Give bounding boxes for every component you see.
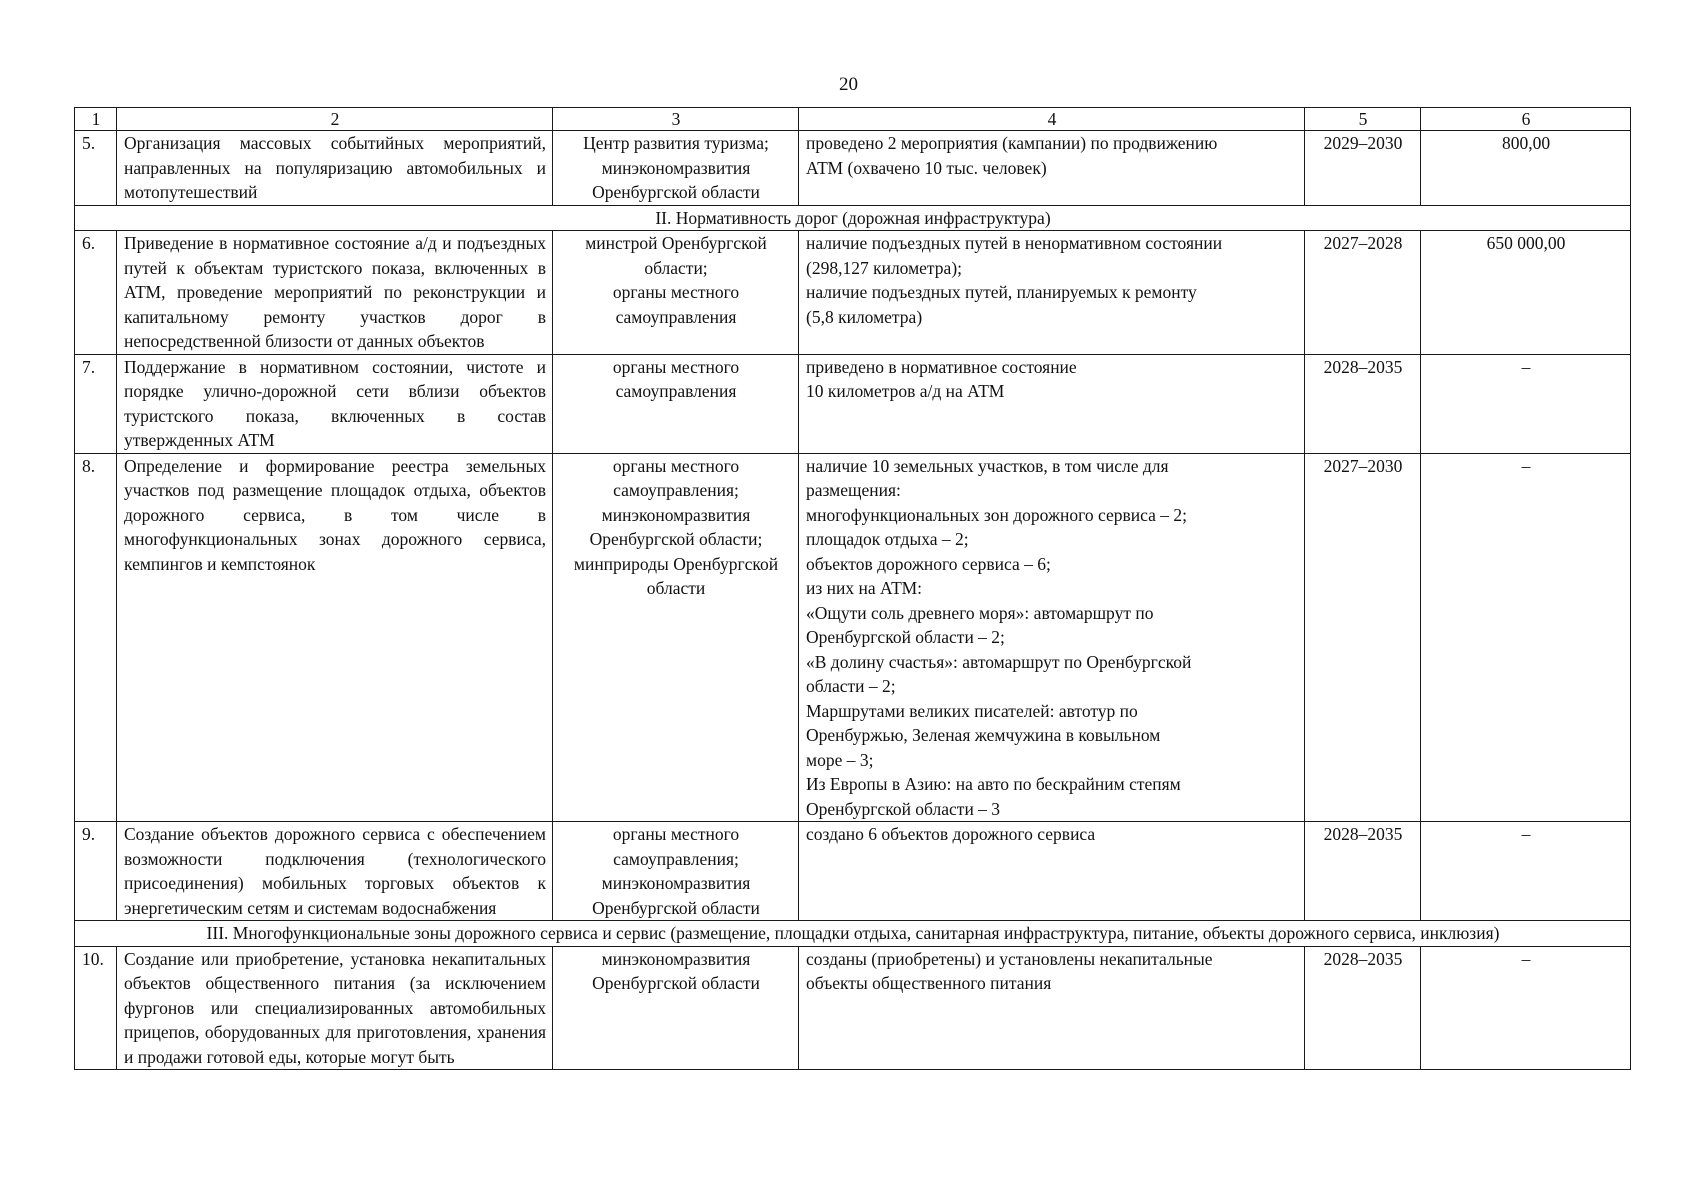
- column-header: 6: [1421, 108, 1631, 131]
- action-cell: Определение и формирование реестра земельных участков под размещение площадок отдыха, объектов дорожного сервиса, в том числе в многофункциональных зонах дорожного сервиса, кемпингов и кемпстоянок: [117, 453, 553, 822]
- result-cell: [799, 453, 1305, 822]
- period-cell: 2027–2028: [1305, 231, 1421, 355]
- responsible-cell: [553, 354, 799, 453]
- result-line: АТМ (охвачено 10 тыс. человек): [806, 157, 1047, 178]
- item-number: 6.: [75, 231, 117, 355]
- action-cell: Приведение в нормативное состояние а/д и подъездных путей к объектам туристского показа, включенных в АТМ, проведение мероприятий по реконструкции и капитальному ремонту участков дорог в непосредственной близости от данных объектов: [117, 231, 553, 355]
- result-line: площадок отдыха – 2;: [806, 529, 969, 549]
- responsible-line: Центр развития туризма;: [583, 133, 769, 153]
- result-line: создано 6 объектов дорожного сервиса: [806, 824, 1096, 844]
- result-cell: [799, 231, 1305, 355]
- table-row: [75, 822, 1631, 921]
- result-line: Маршрутами великих писателей: автотур по: [806, 700, 1138, 721]
- section-title: II. Нормативность дорог (дорожная инфраструктура): [75, 205, 1631, 231]
- responsible-cell: [553, 822, 799, 921]
- responsible-line: минэкономразвития: [601, 157, 751, 178]
- result-line: (5,8 километра): [806, 306, 923, 327]
- table-row: [75, 453, 1631, 822]
- responsible-line: области;: [644, 257, 708, 278]
- responsible-line: минэкономразвития: [601, 504, 751, 525]
- responsible-line: минэкономразвития: [601, 873, 751, 893]
- amount-cell: 800,00: [1421, 131, 1631, 206]
- result-line: море – 3;: [806, 749, 874, 770]
- table-row: [75, 354, 1631, 453]
- table-row: [75, 946, 1631, 1070]
- column-header: 4: [799, 108, 1305, 131]
- table-header-row: [75, 108, 1631, 131]
- result-line: «В долину счастья»: автомаршрут по Оренбургской: [806, 651, 1192, 672]
- plan-table: [74, 107, 1631, 1070]
- result-line: 10 километров а/д на АТМ: [806, 381, 1005, 401]
- responsible-line: минстрой Оренбургской: [585, 233, 767, 253]
- amount-cell: 650 000,00: [1421, 231, 1631, 355]
- result-line: созданы (приобретены) и установлены некапитальные: [806, 948, 1213, 969]
- section-title: III. Многофункциональные зоны дорожного сервиса и сервис (размещение, площадки отдыха, санитарная инфраструктура, питание, объекты дорожного сервиса, инклюзия): [75, 921, 1631, 947]
- column-header: 2: [117, 108, 553, 131]
- responsible-line: Оренбургской области: [592, 182, 760, 202]
- responsible-line: минэкономразвития: [601, 948, 751, 969]
- column-header: 1: [75, 108, 117, 131]
- result-line: многофункциональных зон дорожного сервиса – 2;: [806, 504, 1188, 525]
- period-cell: 2028–2035: [1305, 822, 1421, 921]
- result-cell: [799, 946, 1305, 1070]
- responsible-line: органы местного: [612, 824, 740, 844]
- responsible-line: самоуправления;: [613, 480, 739, 500]
- period-cell: 2029–2030: [1305, 131, 1421, 206]
- responsible-line: Оренбургской области: [592, 897, 760, 918]
- result-line: (298,127 километра);: [806, 257, 963, 278]
- responsible-line: Оренбургской области: [592, 973, 760, 993]
- item-number: 10.: [75, 946, 117, 1070]
- section-heading-row: [75, 205, 1631, 231]
- amount-cell: –: [1421, 946, 1631, 1070]
- responsible-cell: [553, 131, 799, 206]
- responsible-cell: [553, 946, 799, 1070]
- amount-cell: –: [1421, 354, 1631, 453]
- item-number: 7.: [75, 354, 117, 453]
- result-line: размещения:: [806, 480, 901, 500]
- period-cell: 2027–2030: [1305, 453, 1421, 822]
- page-number: 20: [839, 74, 858, 95]
- result-line: объекты общественного питания: [806, 973, 1052, 993]
- responsible-line: органы местного: [612, 282, 740, 302]
- action-cell: Создание объектов дорожного сервиса с обеспечением возможности подключения (технологического присоединения) мобильных торговых объектов к энергетическим сетям и системам водоснабжения: [117, 822, 553, 921]
- amount-cell: –: [1421, 453, 1631, 822]
- responsible-line: самоуправления: [615, 381, 737, 401]
- result-cell: [799, 822, 1305, 921]
- result-line: наличие 10 земельных участков, в том числе для: [806, 455, 1169, 476]
- responsible-cell: [553, 453, 799, 822]
- result-line: Из Европы в Азию: на авто по бескрайним степям: [806, 774, 1181, 794]
- responsible-line: самоуправления: [615, 306, 737, 327]
- result-line: Оренбуржью, Зеленая жемчужина в ковыльном: [806, 725, 1161, 745]
- result-cell: [799, 354, 1305, 453]
- responsible-line: самоуправления;: [613, 848, 739, 869]
- result-line: Оренбургской области – 3: [806, 798, 1001, 819]
- table-row: [75, 131, 1631, 206]
- result-line: приведено в нормативное состояние: [806, 356, 1077, 377]
- responsible-cell: [553, 231, 799, 355]
- action-cell: Организация массовых событийных мероприятий, направленных на популяризацию автомобильных и мотопутешествий: [117, 131, 553, 206]
- item-number: 8.: [75, 453, 117, 822]
- result-line: наличие подъездных путей в ненормативном состоянии: [806, 233, 1223, 253]
- responsible-line: области: [646, 578, 706, 598]
- result-line: из них на АТМ:: [806, 578, 922, 598]
- action-cell: Поддержание в нормативном состоянии, чистоте и порядке улично-дорожной сети вблизи объектов туристского показа, включенных в состав утвержденных АТМ: [117, 354, 553, 453]
- section-heading-row: [75, 921, 1631, 947]
- column-header: 3: [553, 108, 799, 131]
- item-number: 9.: [75, 822, 117, 921]
- result-line: наличие подъездных путей, планируемых к ремонту: [806, 282, 1197, 302]
- result-line: «Ощути соль древнего моря»: автомаршрут по: [806, 602, 1154, 623]
- responsible-line: органы местного: [612, 356, 740, 377]
- amount-cell: –: [1421, 822, 1631, 921]
- result-line: области – 2;: [806, 676, 896, 696]
- action-cell: Создание или приобретение, установка некапитальных объектов общественного питания (за исключением фургонов или специализированных автомобильных прицепов, оборудованных для приготовления, хранения и продажи готовой еды, которые могут быть: [117, 946, 553, 1070]
- column-header: 5: [1305, 108, 1421, 131]
- result-line: объектов дорожного сервиса – 6;: [806, 553, 1051, 574]
- period-cell: 2028–2035: [1305, 946, 1421, 1070]
- table-row: [75, 231, 1631, 355]
- result-cell: [799, 131, 1305, 206]
- responsible-line: Оренбургской области;: [589, 529, 763, 549]
- item-number: 5.: [75, 131, 117, 206]
- result-line: Оренбургской области – 2;: [806, 627, 1005, 647]
- responsible-line: органы местного: [612, 455, 740, 476]
- responsible-line: минприроды Оренбургской: [573, 553, 779, 574]
- result-line: проведено 2 мероприятия (кампании) по продвижению: [806, 133, 1218, 153]
- period-cell: 2028–2035: [1305, 354, 1421, 453]
